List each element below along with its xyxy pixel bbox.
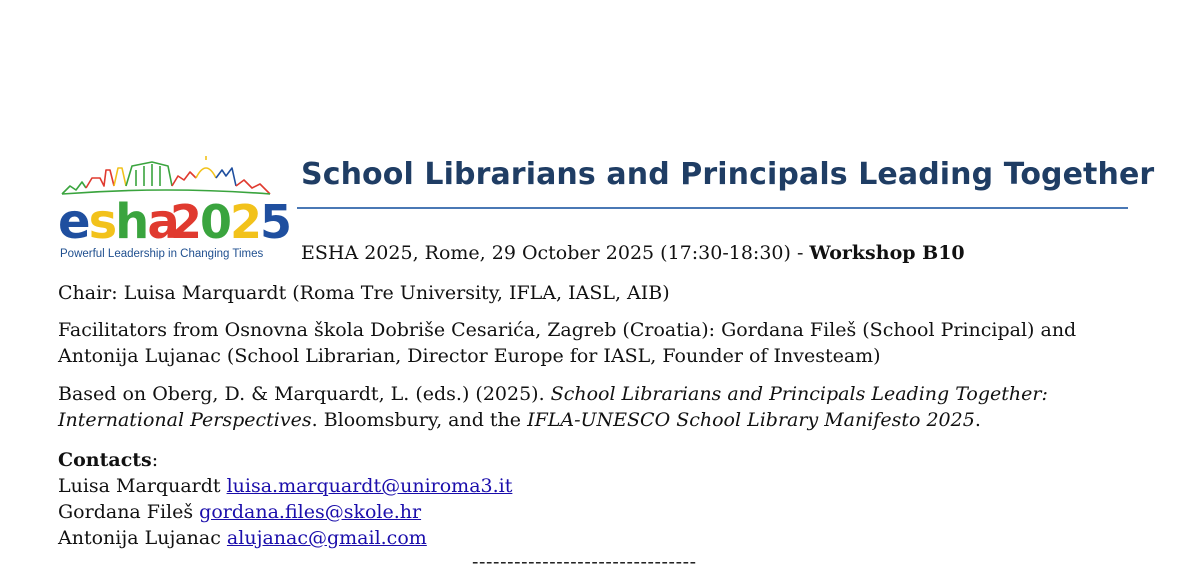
contact-email-link[interactable]: luisa.marquardt@uniroma3.it (226, 475, 513, 497)
contacts-colon: : (151, 449, 159, 471)
facilitators-paragraph (58, 317, 1076, 369)
contact-name: Antonija Lujanac (58, 527, 227, 549)
source-line-1 (58, 381, 1048, 407)
contact-email-link[interactable]: gordana.files@skole.hr (199, 501, 422, 523)
book-title-part-1: School Librarians and Principals Leading Together: (550, 383, 1048, 405)
facilitators-line-1: Facilitators from Osnovna škola Dobriše Cesarića, Zagreb (Croatia): Gordana Fileš (School Principal) and (58, 319, 1077, 341)
source-period: . (974, 409, 981, 431)
facilitators-line-2: Antonija Lujanac (School Librarian, Director Europe for IASL, Founder of Investeam) (58, 345, 881, 367)
logo-letter-e: e (58, 194, 89, 250)
source-publisher: . Bloomsbury, and the (311, 409, 528, 431)
contact-row (58, 473, 512, 499)
contacts-heading: Contacts (58, 449, 152, 471)
contacts-section (58, 447, 512, 551)
contact-name: Gordana Fileš (58, 501, 200, 523)
workshop-label: Workshop B10 (809, 242, 965, 264)
logo-tagline: Powerful Leadership in Changing Times (60, 248, 264, 260)
chair-line: Chair: Luisa Marquardt (Roma Tre University, IFLA, IASL, AIB) (58, 282, 670, 304)
manifesto-title: IFLA-UNESCO School Library Manifesto 2025 (527, 409, 975, 431)
source-paragraph (58, 381, 1048, 433)
source-citation: Based on Oberg, D. & Marquardt, L. (eds.) (2025). (58, 383, 551, 405)
svg-text:esha (58, 194, 178, 250)
logo-letter-h: h (115, 194, 148, 250)
logo-letter-s: s (88, 194, 116, 250)
section-divider: -------------------------------- (472, 551, 697, 573)
contacts-heading-row (58, 447, 512, 473)
event-line (301, 240, 965, 266)
contact-row (58, 525, 512, 551)
esha-2025-logo (56, 156, 291, 264)
title-underline (297, 207, 1128, 209)
contact-name: Luisa Marquardt (58, 475, 227, 497)
source-line-2 (58, 407, 1048, 433)
event-text: ESHA 2025, Rome, 29 October 2025 (17:30-18:30) - (301, 242, 810, 264)
logo-graphic (56, 156, 291, 250)
book-title-part-2: International Perspectives (58, 409, 312, 431)
logo-letter-a: a (147, 194, 178, 250)
page-title: School Librarians and Principals Leading Together (301, 157, 1155, 192)
svg-text:2025: 2025 (170, 195, 291, 249)
contact-email-link[interactable]: alujanac@gmail.com (226, 527, 427, 549)
contact-row (58, 499, 512, 525)
